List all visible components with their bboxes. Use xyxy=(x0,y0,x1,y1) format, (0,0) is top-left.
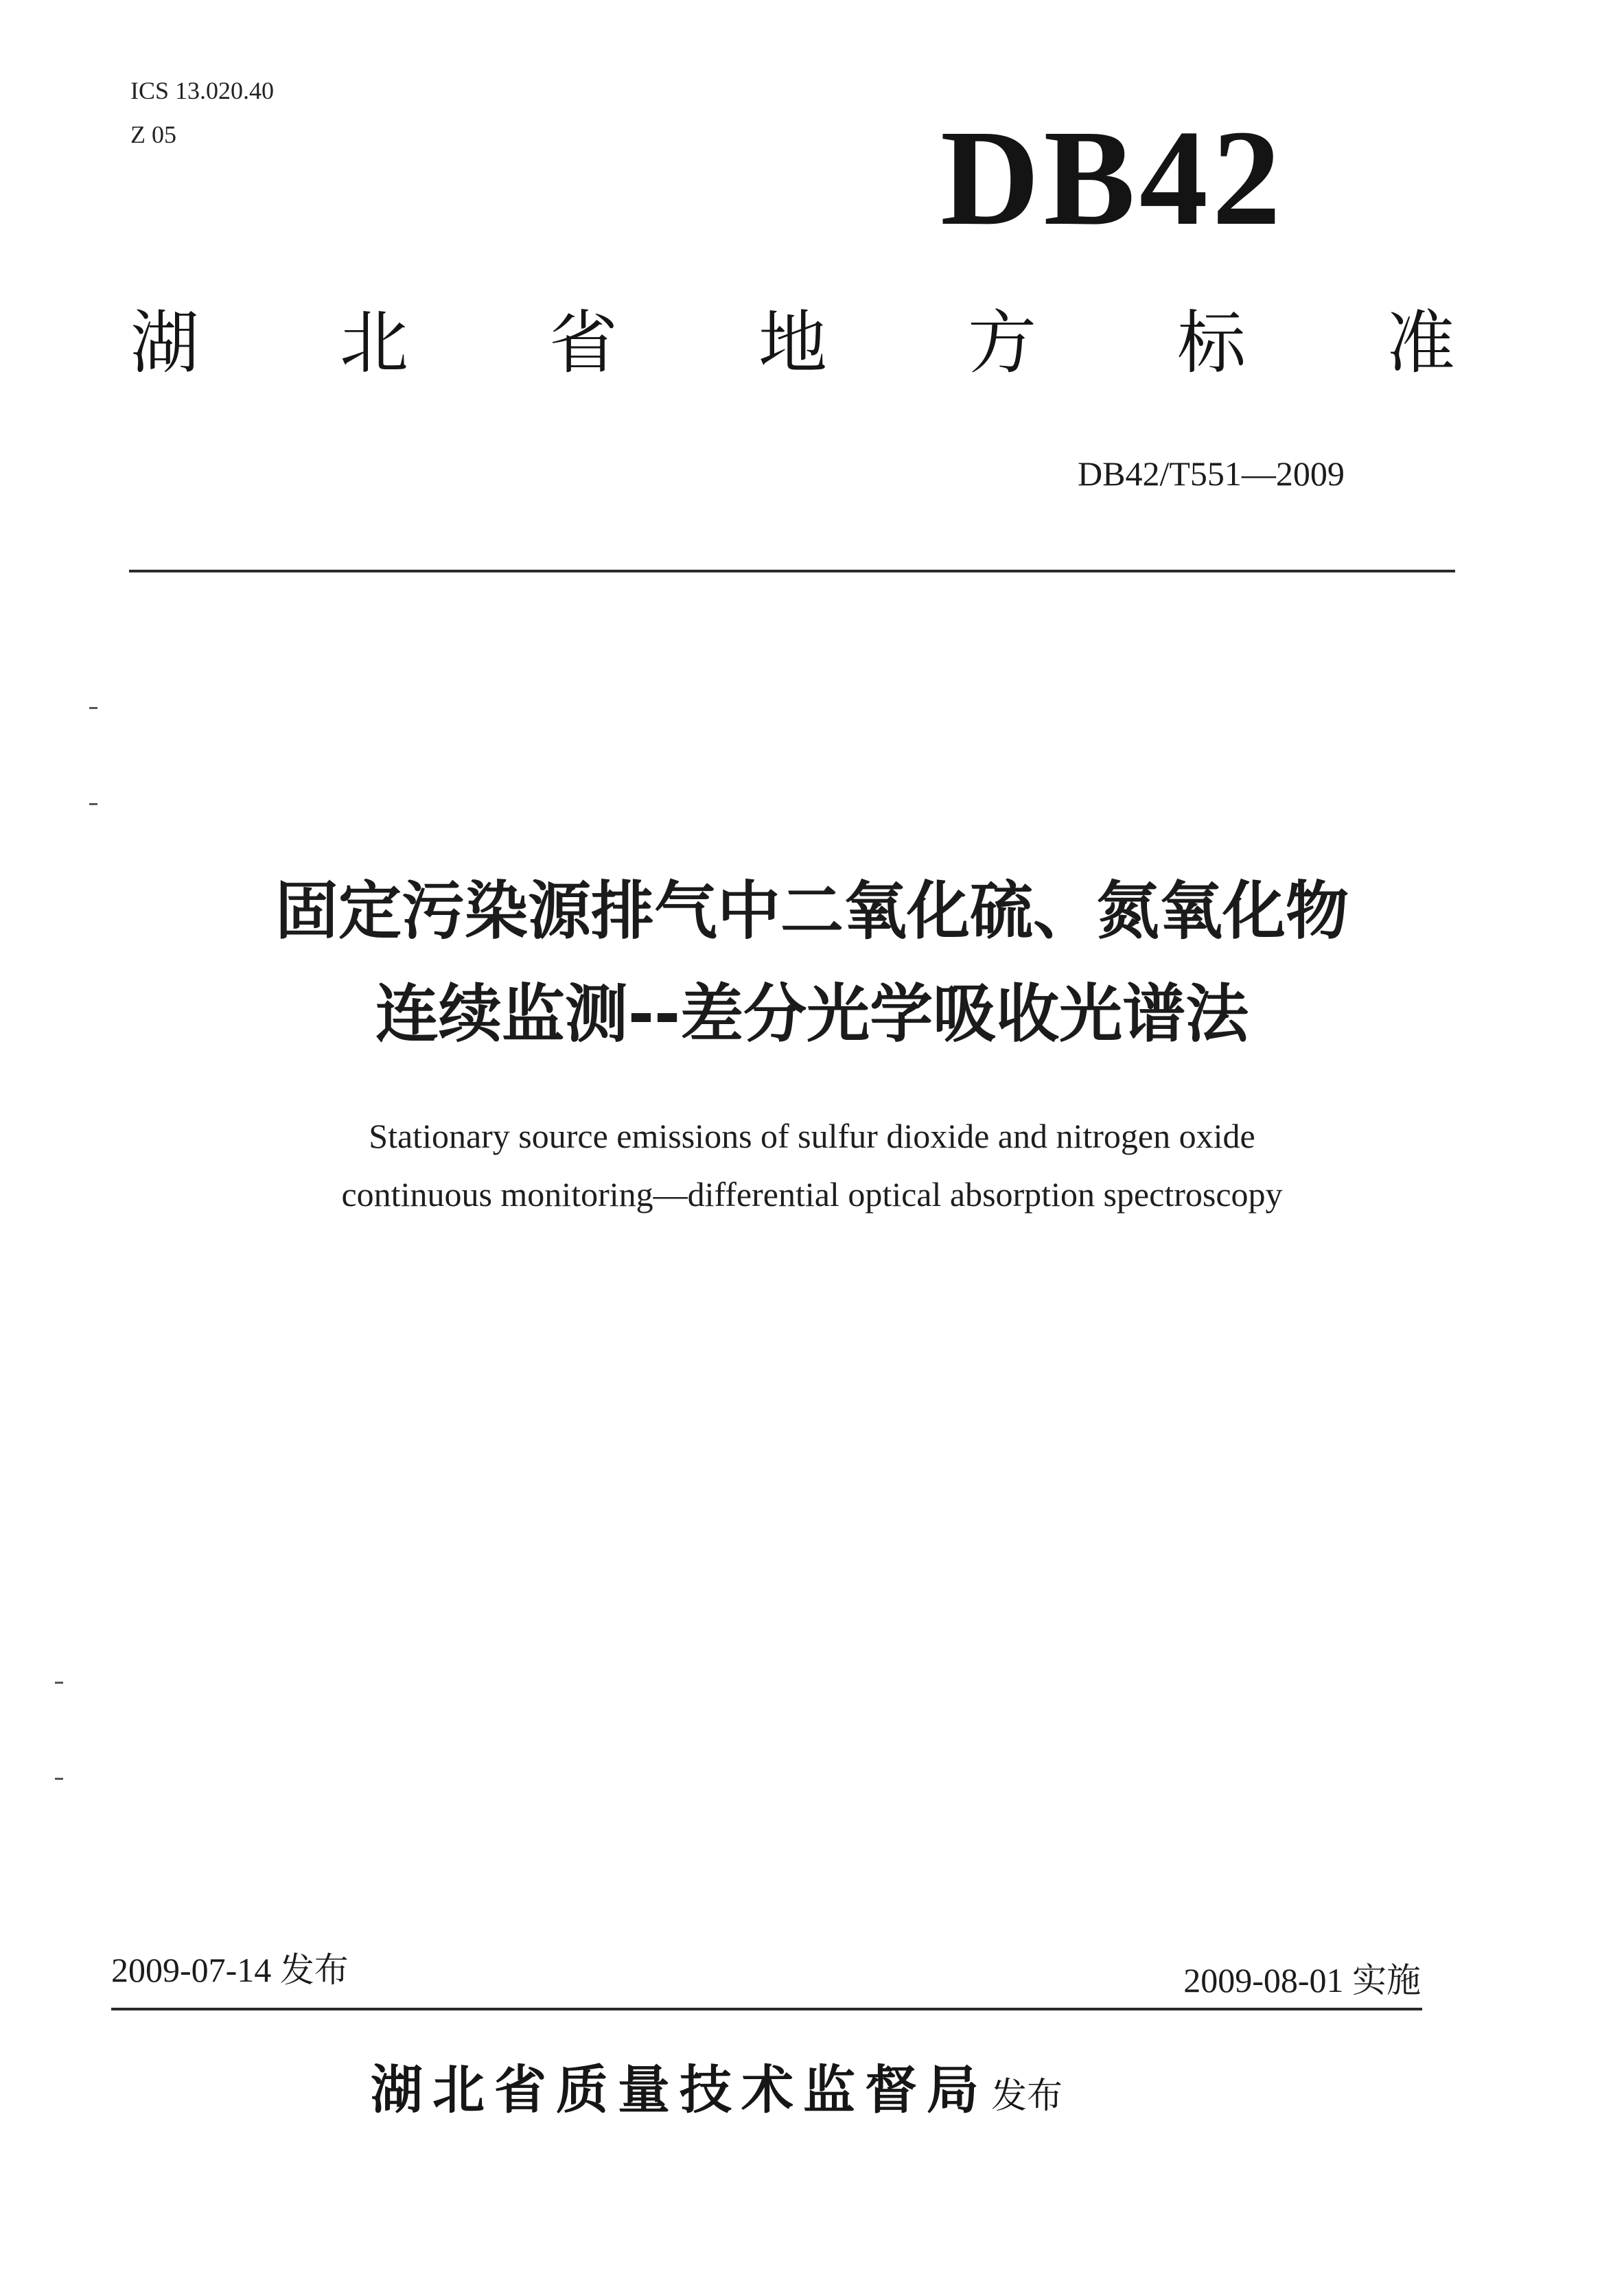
standard-type-char: 湖 xyxy=(130,303,199,383)
scan-mark xyxy=(89,803,97,805)
standard-number: DB42/T551—2009 xyxy=(1078,454,1345,493)
db42-logo: DB42 xyxy=(940,102,1285,254)
standard-type-char: 北 xyxy=(340,303,408,383)
classification-code: Z 05 xyxy=(130,121,176,148)
title-cn-line-1: 固定污染源排气中二氧化硫、氮氧化物 xyxy=(275,874,1349,948)
publisher-org: 湖北省质量技术监督局 xyxy=(371,2059,988,2120)
publisher xyxy=(371,2052,1063,2134)
issue-date: 2009-07-14 发布 xyxy=(111,1951,349,1989)
title-cn-line-2: 连续监测--差分光学吸收光谱法 xyxy=(375,977,1249,1051)
standard-type-char: 方 xyxy=(968,303,1036,383)
scan-mark xyxy=(55,1682,63,1684)
standard-type-char: 地 xyxy=(758,303,827,383)
standard-type-char: 省 xyxy=(549,303,618,383)
ics-code: ICS 13.020.40 xyxy=(130,77,275,104)
scan-mark xyxy=(55,1778,63,1780)
standard-type-char: 标 xyxy=(1177,303,1246,383)
title-en-line-1: Stationary source emissions of sulfur dioxide and nitrogen oxide xyxy=(369,1117,1255,1155)
publisher-suffix: 发布 xyxy=(991,2076,1063,2117)
standard-type-char: 准 xyxy=(1387,303,1455,383)
footer-divider xyxy=(111,2008,1422,2010)
standard-type-heading xyxy=(130,302,1455,384)
scan-mark xyxy=(89,707,97,709)
title-en-line-2: continuous monitoring—differential optical absorption spectroscopy xyxy=(341,1175,1283,1214)
header-divider xyxy=(129,570,1455,572)
implementation-date: 2009-08-01 实施 xyxy=(1183,1961,1421,1999)
